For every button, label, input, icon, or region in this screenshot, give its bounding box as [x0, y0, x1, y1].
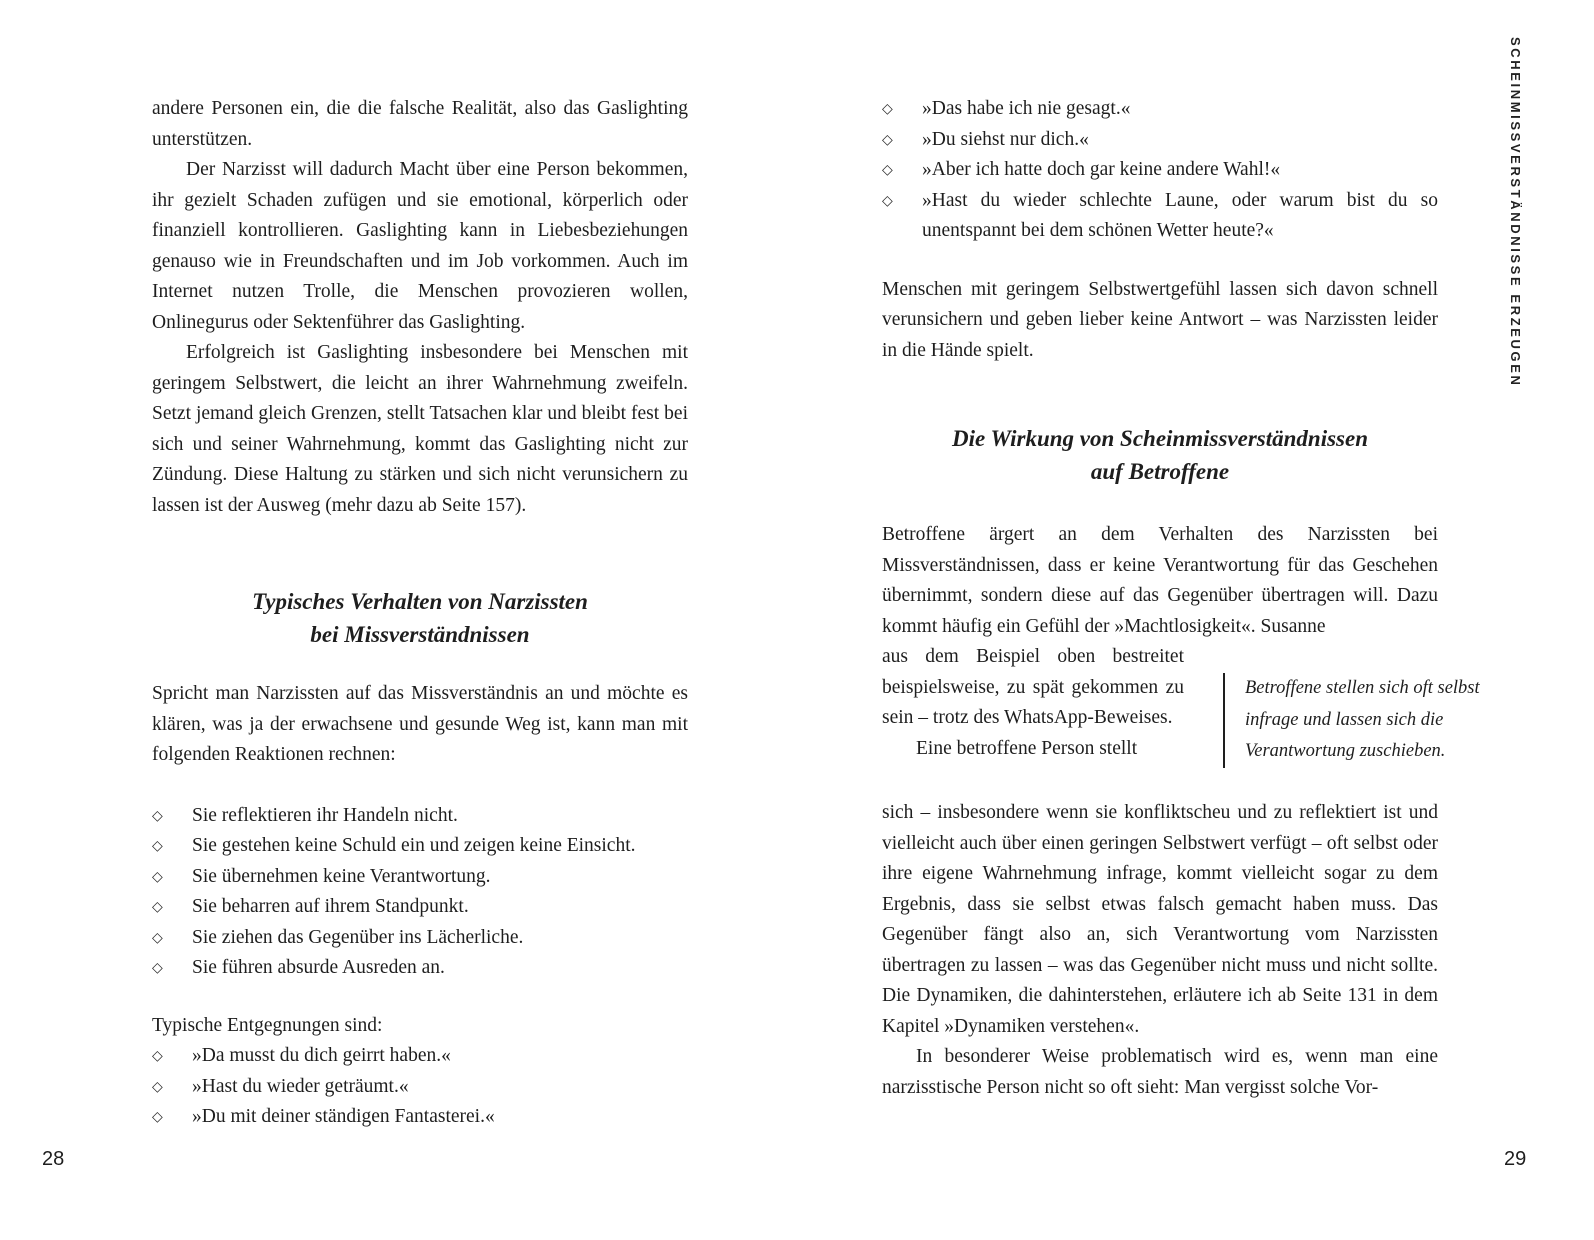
- section-heading-line1: Die Wirkung von Scheinmissverständnissen: [951, 426, 1368, 451]
- list-item: [152, 892, 688, 923]
- left-page-text-column: [152, 94, 688, 1133]
- paragraph-start: Eine betroffene Person stellt: [916, 737, 1138, 759]
- text-with-pullquote: [882, 642, 1480, 798]
- bullet-list-quotes: [882, 94, 1438, 247]
- list-item: [882, 94, 1438, 125]
- section-heading: [152, 585, 688, 651]
- list-item-text: »Du mit deiner ständigen Fantasterei.«: [192, 1106, 495, 1127]
- paragraph: Der Narzisst will dadurch Macht über eine Person bekommen, ihr gezielt Schaden zufügen und sie emotional, körperlich oder finanziell kontrollieren. Gaslighting kann in Liebesbeziehungen genauso wie in Freundschaften und im Job vorkommen. Auch im Internet nutzen Trolle, die Menschen provozieren wollen, Onlinegurus oder Sektenführer das Gaslighting.: [152, 159, 688, 333]
- list-item-text: »Hast du wieder schlechte Laune, oder warum bist du so unentspannt bei dem schönen Wetter heute?«: [922, 189, 1438, 241]
- paragraph-continuation: sich – insbesondere wenn sie konfliktscheu und zu reflektiert ist und vielleicht auch über einen geringen Selbstwert verfügt – oft selbst oder ihre eigene Wahrnehmung infrage, kommt vielleicht sogar zu dem Ergebnis, dass sie selbst etwas falsch gemacht haben muss. Das Gegenüber fängt also an, sich Verantwortung vom Narzissten übertragen zu lassen – was das Gegenüber nicht muss und nicht sollte. Die Dynamiken, die dahinterstehen, erläutere ich ab Seite 131 in dem Kapitel »Dynamiken verstehen«.: [882, 802, 1438, 1037]
- diamond-bullet-icon: ◇: [152, 1078, 163, 1095]
- paragraph: Menschen mit geringem Selbstwertgefühl lassen sich davon schnell verunsichern und geben lieber keine Antwort – was Narzissten leider in die Hände spielt.: [882, 278, 1438, 361]
- bullet-list-retorts: [152, 1041, 688, 1133]
- paragraph: Betroffene ärgert an dem Verhalten des Narzissten bei Missverständnissen, dass er keine Verantwortung für das Geschehen übernimmt, sondern diese auf das Gegenüber übertragen will. Dazu kommt häufig ein Gefühl der »Machtlosigkeit«. Susanne: [882, 524, 1438, 637]
- diamond-bullet-icon: ◇: [882, 162, 893, 178]
- section-heading-line2: auf Betroffene: [1090, 459, 1230, 484]
- list-item: [152, 1072, 688, 1103]
- paragraph-continuation: aus dem Beispiel oben bestreitet beispielsweise, zu spät gekommen zu sein – trotz des WhatsApp-Beweises.: [882, 646, 1184, 728]
- pull-quote-text: Betroffene stellen sich oft selbst infrage und lassen sich die Verantwortung zuschieben.: [1245, 678, 1480, 761]
- paragraph: Spricht man Narzissten auf das Missverständnis an und möchte es klären, was ja der erwachsene und gesunde Weg ist, kann man mit folgenden Reaktionen rechnen:: [152, 683, 688, 765]
- diamond-bullet-icon: ◇: [882, 101, 893, 117]
- list-item-text: Sie reflektieren ihr Handeln nicht.: [192, 804, 458, 826]
- list-item-text: »Da musst du dich geirrt haben.«: [192, 1045, 451, 1066]
- list-item-text: Sie ziehen das Gegenüber ins Lächerliche.: [192, 926, 524, 948]
- list-item: [152, 953, 688, 984]
- list-item: [152, 831, 688, 862]
- section-heading-line1: Typisches Verhalten von Narzissten: [252, 589, 588, 614]
- section-heading-line2: bei Missverständnissen: [310, 622, 530, 647]
- diamond-bullet-icon: ◇: [152, 868, 163, 885]
- diamond-bullet-icon: ◇: [152, 899, 163, 915]
- paragraph: Erfolgreich ist Gaslighting insbesondere bei Menschen mit geringem Selbstwert, die leicht an ihrer Wahrnehmung zweifeln. Setzt jemand gleich Grenzen, stellt Tatsachen klar und bleibt fest bei sich und seiner Wahrnehmung, kommt das Gaslighting nicht zur Zündung. Diese Haltung zu stärken und sich nicht verunsichern zu lassen ist der Ausweg (mehr dazu ab Seite 157).: [152, 342, 688, 516]
- bullet-list-reactions: [152, 801, 688, 984]
- page-number-right: 29: [1504, 1148, 1527, 1170]
- diamond-bullet-icon: ◇: [152, 960, 163, 976]
- list-item-text: Sie führen absurde Ausreden an.: [192, 957, 445, 978]
- page-number-left: 28: [42, 1148, 65, 1170]
- diamond-bullet-icon: ◇: [882, 131, 893, 148]
- list-item-text: Sie gestehen keine Schuld ein und zeigen keine Einsicht.: [192, 835, 636, 856]
- list-item-text: Sie beharren auf ihrem Standpunkt.: [192, 896, 469, 917]
- list-item-text: Sie übernehmen keine Verantwortung.: [192, 865, 491, 887]
- list-item-text: »Hast du wieder geträumt.«: [192, 1075, 409, 1097]
- running-header: SCHEINMISSVERSTÄNDNISSE ERZEUGEN: [1508, 37, 1523, 388]
- list-item: [152, 923, 688, 954]
- diamond-bullet-icon: ◇: [152, 838, 163, 854]
- list-item-text: »Du siehst nur dich.«: [922, 128, 1089, 150]
- list-item: [882, 186, 1438, 247]
- narrow-text-column: [882, 642, 1184, 764]
- diamond-bullet-icon: ◇: [152, 1048, 163, 1064]
- diamond-bullet-icon: ◇: [882, 192, 893, 209]
- paragraph-continuation: andere Personen ein, die die falsche Realität, also das Gaslighting unterstützen.: [152, 98, 688, 150]
- paragraph: In besonderer Weise problematisch wird es, wenn man eine narzisstische Person nicht so oft sieht: Man vergisst solche Vor-: [882, 1046, 1438, 1098]
- list-item: [882, 155, 1438, 186]
- list-item: [882, 125, 1438, 156]
- list-item-text: »Das habe ich nie gesagt.«: [922, 98, 1131, 119]
- section-heading: [882, 422, 1438, 488]
- list-item: [152, 1041, 688, 1072]
- diamond-bullet-icon: ◇: [152, 807, 163, 824]
- list-item: [152, 1102, 688, 1133]
- pull-quote: [1223, 673, 1497, 768]
- list-item-text: »Aber ich hatte doch gar keine andere Wahl!«: [922, 159, 1281, 180]
- list-item: [152, 801, 688, 832]
- diamond-bullet-icon: ◇: [152, 1109, 163, 1125]
- diamond-bullet-icon: ◇: [152, 929, 163, 946]
- right-page-text-column: [882, 94, 1480, 1103]
- list-intro-label: Typische Entgegnungen sind:: [152, 1014, 383, 1036]
- list-item: [152, 862, 688, 893]
